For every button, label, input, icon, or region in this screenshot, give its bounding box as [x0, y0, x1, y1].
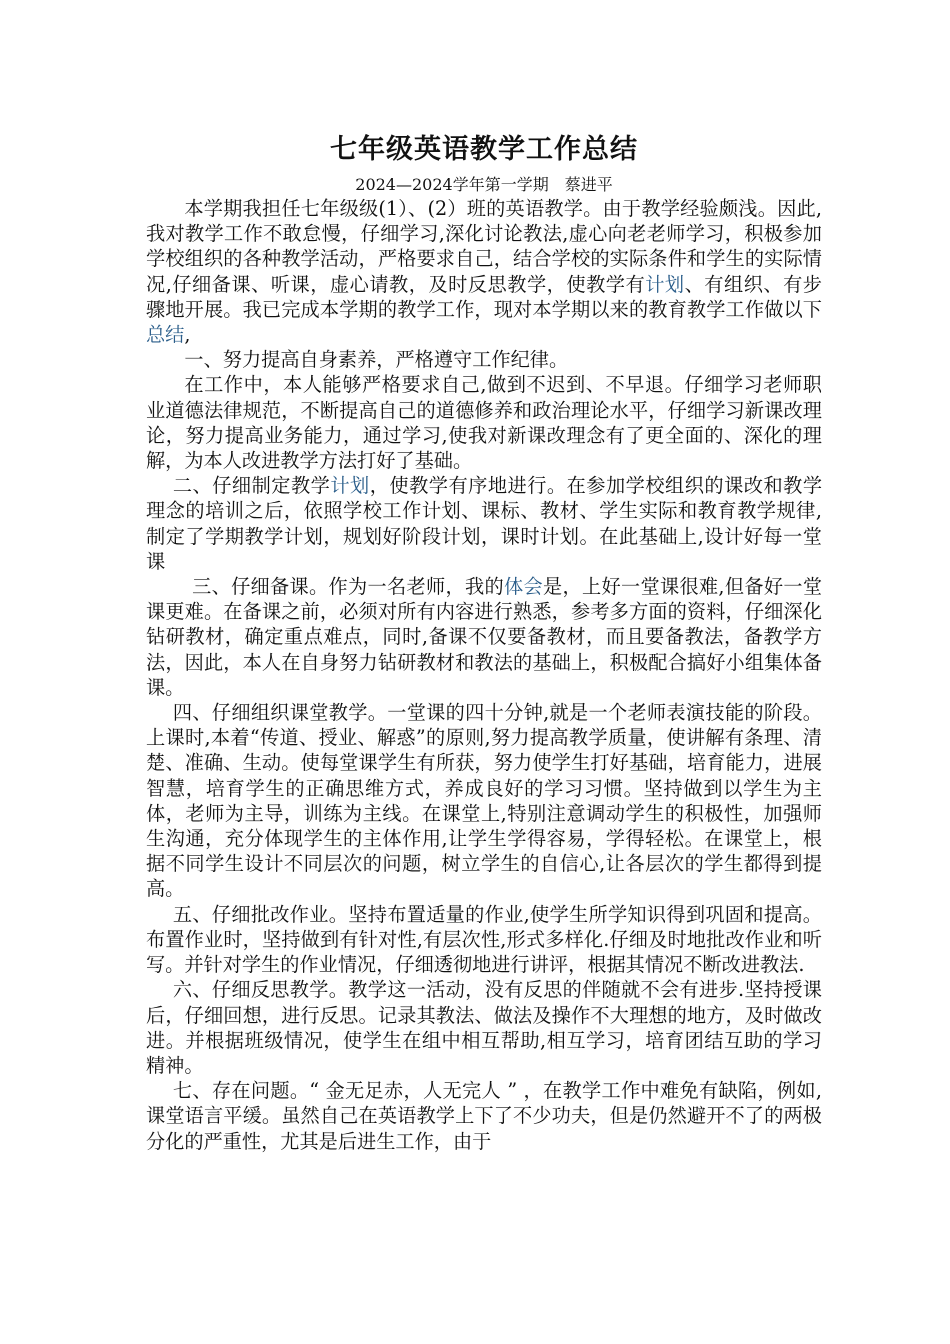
paragraph-section-7: 七、存在问题。“ 金无足赤，人无完人 ” ，在教学工作中难免有缺陷，例如,课堂语言平缓。虽然自己在英语教学上下了不少功夫，但是仍然避开不了的两极分化的严重性，尤其是后进生工作，由于 — [146, 1079, 822, 1153]
paragraph-section-3: 三、仔细备课。作为一名老师，我的体会是，上好一堂课很难,但备好一堂课更难。在备课之前，必须对所有内容进行熟悉，参考多方面的资料，仔细深化钻研教材，确定重点难点，同时,备课不仅要备教材，而且要备教法，备教学方法，因此，本人在自身努力钻研教材和教法的基础上，积极配合搞好小组集体备课。 — [146, 575, 823, 699]
link-experience[interactable]: 体会 — [503, 575, 543, 599]
link-plan[interactable]: 计划 — [645, 272, 685, 296]
paragraph-section-5: 五、仔细批改作业。坚持布置适量的作业,使学生所学知识得到巩固和提高。布置作业时，坚持做到有针对性,有层次性,形式多样化.仔细及时地批改作业和听写。并针对学生的作业情况，仔细透彻地进行讲评，根据其情况不断改进教法. — [146, 902, 822, 977]
section-heading-1: 一、努力提高自身素养，严格遵守工作纪律。 — [184, 348, 569, 372]
document-title: 七年级英语教学工作总结 — [330, 134, 638, 165]
paragraph-intro: 本学期我担任七年级级(1）、(2）班的英语教学。由于教学经验颇浅。因此,我对教学工作不敢怠慢，仔细学习,深化讨论教法,虚心向老老师学习，积极参加学校组织的各种教学活动，严格要求自己，结合学校的实际条件和学生的实际情况,仔细备课、听课，虚心请教，及时反思教学，使教学有计划、有组织、有步骤地开展。我已完成本学期的教学工作，现对本学期以来的教育教学工作做以下总结, — [146, 197, 822, 347]
link-summary[interactable]: 总结 — [146, 323, 185, 347]
paragraph-section-4: 四、仔细组织课堂教学。一堂课的四十分钟,就是一个老师表演技能的阶段。上课时,本着“传道、授业、解惑”的原则,努力提高教学质量，使讲解有条理、清楚、准确、生动。使每堂课学生有所获，努力使学生打好基础，培育能力，进展智慧，培育学生的正确思维方式，养成良好的学习习惯。坚持做到以学生为主体，老师为主导，训练为主线。在课堂上,特别注意调动学生的积极性，加强师生沟通，充分体现学生的主体作用,让学生学得容易，学得轻松。在课堂上，根据不同学生设计不同层次的问题，树立学生的自信心,让各层次的学生都得到提高。 — [146, 701, 822, 901]
link-plan-2[interactable]: 计划 — [330, 474, 370, 498]
paragraph-section-1: 在工作中，本人能够严格要求自己,做到不迟到、不早退。仔细学习老师职业道德法律规范，不断提高自己的道德修养和政治理论水平，仔细学习新课改理论，努力提高业务能力，通过学习,使我对新课改理念有了更全面的、深化的理解，为本人改进教学方法打好了基础。 — [146, 373, 822, 473]
paragraph-section-2: 二、仔细制定教学计划，使教学有序地进行。在参加学校组织的课改和教学理念的培训之后，依照学校工作计划、课标、教材、学生实际和教育教学规律,制定了学期教学计划，规划好阶段计划，课时计划。在此基础上,设计好每一堂课 — [146, 474, 823, 573]
document-subtitle: 2024—2024学年第一学期 蔡进平 — [355, 175, 613, 194]
paragraph-section-6: 六、仔细反思教学。教学这一活动，没有反思的伴随就不会有进步.坚持授课后，仔细回想，进行反思。记录其教法、做法及操作不大理想的地方，及时做改进。并根据班级情况，使学生在组中相互帮助,相互学习，培育团结互助的学习精神。 — [146, 978, 822, 1077]
